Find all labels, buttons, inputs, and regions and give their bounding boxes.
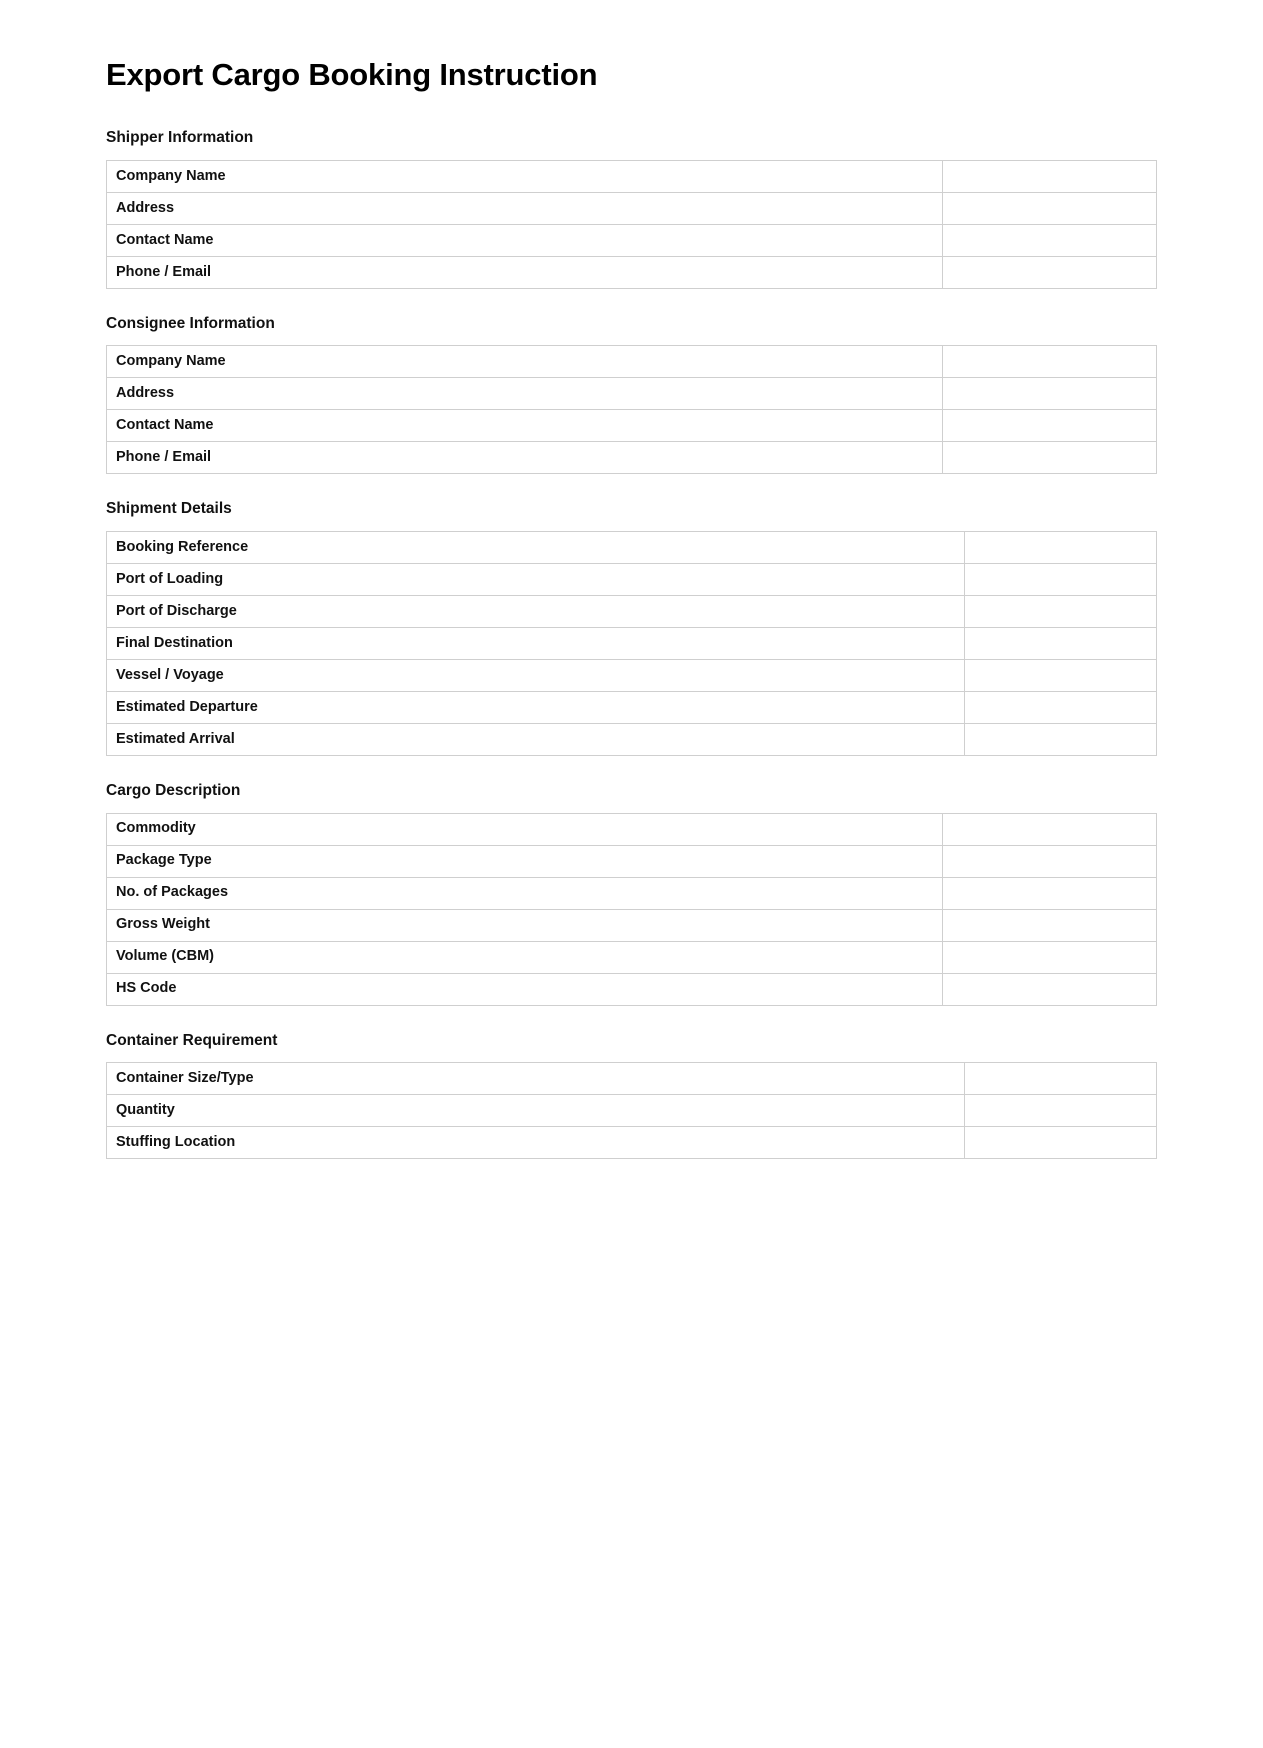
table-row — [107, 909, 1157, 941]
form-section — [106, 129, 1157, 289]
field-label: Final Destination — [107, 627, 965, 659]
table-row — [107, 563, 1157, 595]
section-heading: Consignee Information — [106, 314, 275, 332]
table-row — [107, 410, 1157, 442]
field-value-input[interactable] — [943, 346, 1157, 378]
section-heading: Cargo Description — [106, 781, 241, 799]
field-label: Estimated Departure — [107, 691, 965, 723]
field-value-input[interactable] — [943, 973, 1157, 1005]
field-label: Package Type — [107, 845, 943, 877]
table-row — [107, 813, 1157, 845]
table-row — [107, 845, 1157, 877]
table-row — [107, 973, 1157, 1005]
section-heading: Shipment Details — [106, 500, 232, 518]
form-table — [106, 813, 1157, 1006]
field-value-input[interactable] — [943, 813, 1157, 845]
form-section — [106, 1032, 1157, 1160]
form-table — [106, 345, 1157, 474]
field-label: Company Name — [107, 346, 943, 378]
table-row — [107, 1095, 1157, 1127]
table-row — [107, 192, 1157, 224]
field-label: Estimated Arrival — [107, 723, 965, 755]
field-value-input[interactable] — [943, 192, 1157, 224]
field-value-input[interactable] — [943, 378, 1157, 410]
form-table — [106, 1062, 1157, 1159]
field-value-input[interactable] — [965, 691, 1157, 723]
table-row — [107, 1127, 1157, 1159]
field-value-input[interactable] — [965, 563, 1157, 595]
table-row — [107, 442, 1157, 474]
table-row — [107, 1063, 1157, 1095]
field-value-input[interactable] — [943, 941, 1157, 973]
field-value-input[interactable] — [943, 410, 1157, 442]
page-title: Export Cargo Booking Instruction — [106, 57, 598, 92]
field-value-input[interactable] — [965, 595, 1157, 627]
table-row — [107, 256, 1157, 288]
table-row — [107, 346, 1157, 378]
form-section — [106, 500, 1157, 756]
table-row — [107, 378, 1157, 410]
field-label: Contact Name — [107, 410, 943, 442]
field-value-input[interactable] — [965, 627, 1157, 659]
field-value-input[interactable] — [965, 659, 1157, 691]
field-label: Gross Weight — [107, 909, 943, 941]
field-value-input[interactable] — [943, 160, 1157, 192]
field-value-input[interactable] — [965, 1127, 1157, 1159]
table-row — [107, 595, 1157, 627]
field-label: Phone / Email — [107, 256, 943, 288]
field-label: No. of Packages — [107, 877, 943, 909]
table-row — [107, 691, 1157, 723]
field-value-input[interactable] — [943, 877, 1157, 909]
field-value-input[interactable] — [943, 256, 1157, 288]
section-heading: Container Requirement — [106, 1031, 278, 1049]
table-row — [107, 877, 1157, 909]
field-label: Contact Name — [107, 224, 943, 256]
field-label: Port of Loading — [107, 563, 965, 595]
field-label: Container Size/Type — [107, 1063, 965, 1095]
field-label: Booking Reference — [107, 531, 965, 563]
table-row — [107, 627, 1157, 659]
field-value-input[interactable] — [943, 909, 1157, 941]
form-table — [106, 531, 1157, 756]
field-label: Phone / Email — [107, 442, 943, 474]
form-section — [106, 782, 1157, 1006]
field-value-input[interactable] — [965, 531, 1157, 563]
field-value-input[interactable] — [965, 1095, 1157, 1127]
form-table — [106, 160, 1157, 289]
field-label: Vessel / Voyage — [107, 659, 965, 691]
table-row — [107, 224, 1157, 256]
field-value-input[interactable] — [965, 1063, 1157, 1095]
field-label: Port of Discharge — [107, 595, 965, 627]
section-heading: Shipper Information — [106, 129, 254, 147]
table-row — [107, 941, 1157, 973]
sections-container — [106, 129, 1157, 1159]
field-label: Commodity — [107, 813, 943, 845]
table-row — [107, 723, 1157, 755]
form-section — [106, 315, 1157, 475]
field-label: HS Code — [107, 973, 943, 1005]
field-label: Address — [107, 192, 943, 224]
field-value-input[interactable] — [965, 723, 1157, 755]
table-row — [107, 659, 1157, 691]
field-label: Company Name — [107, 160, 943, 192]
table-row — [107, 160, 1157, 192]
field-value-input[interactable] — [943, 845, 1157, 877]
table-row — [107, 531, 1157, 563]
field-label: Stuffing Location — [107, 1127, 965, 1159]
field-label: Quantity — [107, 1095, 965, 1127]
field-label: Address — [107, 378, 943, 410]
field-value-input[interactable] — [943, 442, 1157, 474]
field-value-input[interactable] — [943, 224, 1157, 256]
field-label: Volume (CBM) — [107, 941, 943, 973]
